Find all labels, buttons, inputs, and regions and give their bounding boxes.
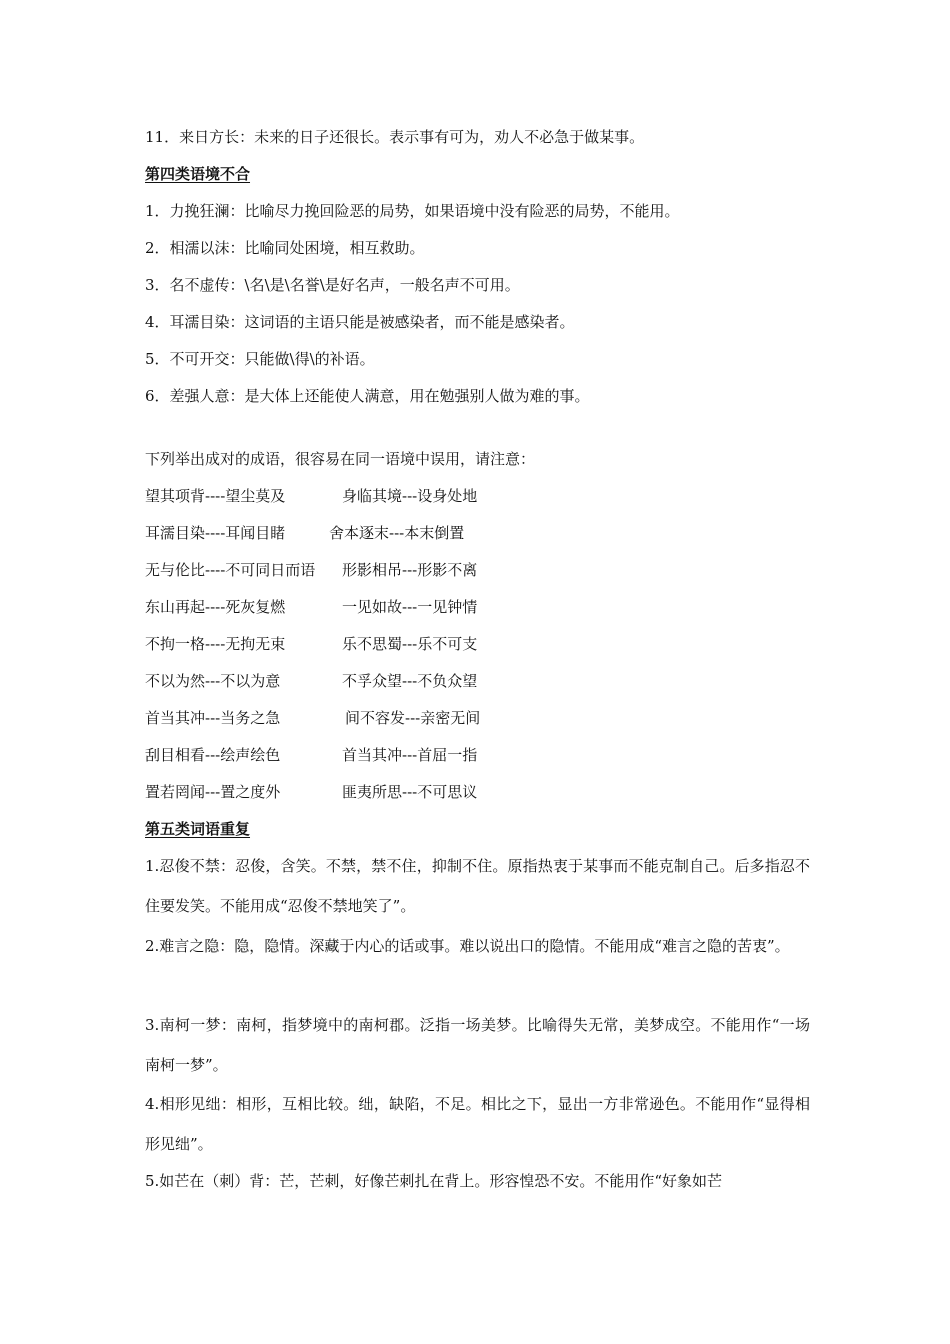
section5-item-5: 5.如芒在（刺）背：芒，芒刺，好像芒刺扎在背上。形容惶恐不安。不能用作“好象如芒 (145, 1172, 722, 1190)
pair-left: 东山再起----死灰复燃 (145, 598, 286, 616)
section5-item-4: 4.相形见绌：相形，互相比较。绌，缺陷，不足。相比之下，显出一方非常逊色。不能用作“显得相形见绌”。 (145, 1095, 810, 1153)
pair-right: 形影相吊---形影不离 (342, 561, 478, 579)
section4-item-1: 1．力挽狂澜：比喻尽力挽回险恶的局势，如果语境中没有险恶的局势，不能用。 (145, 202, 680, 220)
pair-right: 首当其冲---首屈一指 (342, 746, 478, 764)
pair-left: 耳濡目染----耳闻目睹 (145, 524, 286, 542)
pair-right: 匪夷所思---不可思议 (342, 783, 478, 801)
section4-item-2: 2．相濡以沫：比喻同处困境，相互救助。 (145, 239, 425, 257)
section5-item-2: 2.难言之隐：隐，隐情。深藏于内心的话或事。难以说出口的隐情。不能用成“难言之隐的苦衷”。 (145, 937, 790, 955)
pair-left: 望其项背----望尘莫及 (145, 487, 286, 505)
pair-left: 首当其冲---当务之急 (145, 709, 281, 727)
pair-left: 不拘一格----无拘无束 (145, 635, 286, 653)
pair-left: 刮目相看---绘声绘色 (145, 746, 281, 764)
pairs-intro: 下列举出成对的成语，很容易在同一语境中误用，请注意： (145, 450, 536, 468)
pair-right: 间不容发---亲密无间 (345, 709, 481, 727)
idiom-entry-11: 11．来日方长：未来的日子还很长。表示事有可为，劝人不必急于做某事。 (145, 128, 645, 146)
pair-left: 不以为然---不以为意 (145, 672, 281, 690)
pair-right: 舍本逐末---本末倒置 (329, 524, 465, 542)
pair-right: 一见如故---一见钟情 (342, 598, 478, 616)
pair-right: 乐不思蜀---乐不可支 (342, 635, 478, 653)
pair-left: 置若罔闻---置之度外 (145, 783, 281, 801)
pair-right: 不孚众望---不负众望 (342, 672, 478, 690)
section4-item-4: 4．耳濡目染：这词语的主语只能是被感染者，而不能是感染者。 (145, 313, 575, 331)
section5-item-1: 1.忍俊不禁：忍俊，含笑。不禁，禁不住，抑制不住。原指热衷于某事而不能克制自己。后多指忍不住要发笑。不能用成“忍俊不禁地笑了”。 (145, 857, 810, 915)
section5-item-3: 3.南柯一梦：南柯，指梦境中的南柯郡。泛指一场美梦。比喻得失无常，美梦成空。不能用作“一场南柯一梦”。 (145, 1016, 810, 1074)
pair-left: 无与伦比----不可同日而语 (145, 561, 316, 579)
section-heading-4: 第四类语境不合 (145, 165, 251, 183)
section4-item-3: 3．名不虚传：\名\是\名誉\是好名声，一般名声不可用。 (145, 276, 520, 294)
section4-item-5: 5．不可开交：只能做\得\的补语。 (145, 350, 375, 368)
pair-right: 身临其境---设身处地 (342, 487, 478, 505)
section-heading-5: 第五类词语重复 (145, 820, 251, 838)
section4-item-6: 6．差强人意：是大体上还能使人满意，用在勉强别人做为难的事。 (145, 387, 590, 405)
